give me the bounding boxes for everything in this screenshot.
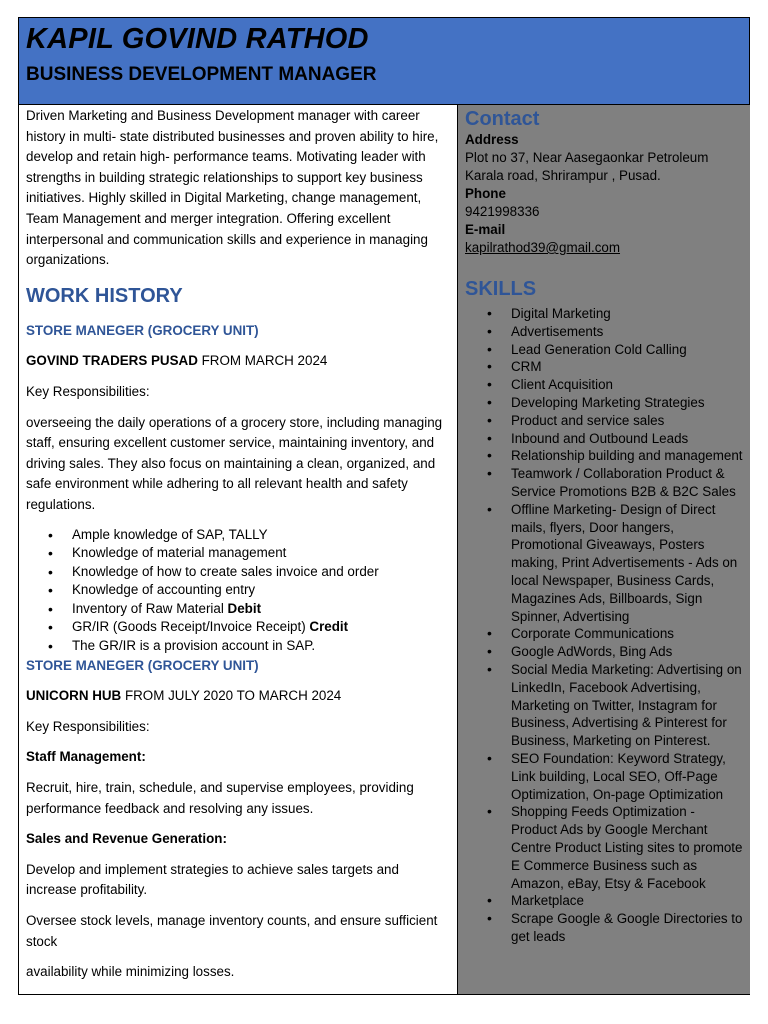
job1-title: STORE MANEGER (GROCERY UNIT) <box>26 322 259 338</box>
profile-summary: Driven Marketing and Business Development manager with career history in multi- state distributed businesses and proven ability to hire, develop and retain high- performance teams. Motivating leader with strengths in building strategic relationships to support key business initiatives. Highly skilled in Digital Marketing, change management, Team Management and merger integration. Offering excellent interpersonal and communication skills and experience in managing organizations. <box>26 108 439 268</box>
skills-list <box>465 305 744 946</box>
list-item: • Corporate Communications <box>465 625 744 643</box>
resume-header <box>19 18 749 105</box>
job1-description: overseeing the daily operations of a grocery store, including managing staff, ensuring excellent customer service, maintaining inventory, and driving sales. They also focus on maintaining a clean, organized, and safe environment while adhering to all relevant health and safety regulations. <box>26 414 443 512</box>
address-line-1: Plot no 37, Near Aasegaonkar Petroleum <box>465 150 709 165</box>
list-item: • Teamwork / Collaboration Product & Service Promotions B2B & B2C Sales <box>465 465 744 501</box>
candidate-role: BUSINESS DEVELOPMENT MANAGER <box>26 64 377 85</box>
list-item <box>26 600 451 619</box>
sales-revenue-label <box>26 829 451 850</box>
raw-material-text: Inventory of Raw Material <box>72 600 228 616</box>
job1-resp-label: Key Responsibilities: <box>26 383 150 399</box>
job2-company-line <box>26 686 451 707</box>
credit-text: Credit <box>309 619 349 635</box>
phone-number: 9421998336 <box>465 204 540 219</box>
list-item: • Google AdWords, Bing Ads <box>465 643 744 661</box>
resume-page <box>18 17 750 995</box>
debit-text: Debit <box>227 600 262 616</box>
list-item: • Inbound and Outbound Leads <box>465 430 744 448</box>
job2-period: FROM JULY 2020 TO MARCH 2024 <box>121 688 342 704</box>
address-line-2: Karala road, Shrirampur , Pusad. <box>465 168 661 183</box>
availability-text: availability while minimizing losses. <box>26 964 235 980</box>
list-item: • Lead Generation Cold Calling <box>465 341 744 359</box>
list-item: • Knowledge of material management <box>26 544 451 563</box>
address-label: Address <box>465 132 519 147</box>
job1-period: FROM MARCH 2024 <box>197 353 328 369</box>
stock-text: Oversee stock levels, manage inventory counts, and ensure sufficient stock <box>26 913 438 949</box>
list-item: • Advertisements <box>465 323 744 341</box>
list-item: • Social Media Marketing: Advertising on LinkedIn, Facebook Advertising, Marketing on Twitter, Instagram for Business, Advertising & Pinterest for Business, Marketing on Pinterest. <box>465 661 744 750</box>
email-link[interactable]: kapilrathod39@gmail.com <box>465 240 621 255</box>
job1-company: GOVIND TRADERS PUSAD <box>26 353 198 369</box>
staff-management-label <box>26 747 451 768</box>
grir-text: GR/IR (Goods Receipt/Invoice Receipt) <box>72 619 310 635</box>
list-item: • Knowledge of accounting entry <box>26 581 451 600</box>
list-item: • Ample knowledge of SAP, TALLY <box>26 526 451 545</box>
list-item: • CRM <box>465 358 744 376</box>
email-label: E-mail <box>465 222 506 237</box>
job1-company-line <box>26 351 451 372</box>
candidate-name: KAPIL GOVIND RATHOD <box>26 23 369 55</box>
list-item: • Marketplace <box>465 892 744 910</box>
list-item: • Digital Marketing <box>465 305 744 323</box>
staff-management-text: Recruit, hire, train, schedule, and supervise employees, providing performance feedback and resolving any issues. <box>26 780 414 816</box>
job2-company: UNICORN HUB <box>26 688 122 704</box>
list-item: • SEO Foundation: Keyword Strategy, Link building, Local SEO, Off-Page Optimization, On-page Optimization <box>465 750 744 803</box>
staff-management-heading: Staff Management: <box>26 749 146 765</box>
list-item: • Product and service sales <box>465 412 744 430</box>
skills-heading: SKILLS <box>465 278 537 300</box>
contact-heading: Contact <box>465 108 540 130</box>
job2-title: STORE MANEGER (GROCERY UNIT) <box>26 657 259 673</box>
sidebar-column <box>457 105 750 994</box>
sales-revenue-heading: Sales and Revenue Generation: <box>26 831 227 847</box>
main-column <box>19 105 457 994</box>
sales-revenue-text: Develop and implement strategies to achieve sales targets and increase profitability. <box>26 861 399 898</box>
list-item: • Relationship building and management <box>465 447 744 465</box>
list-item: • Developing Marketing Strategies <box>465 394 744 412</box>
job2-resp-label: Key Responsibilities: <box>26 718 150 734</box>
list-item <box>26 618 451 637</box>
list-item: • Offline Marketing- Design of Direct mails, flyers, Door hangers, Promotional Giveaways, Posters making, Print Advertisements - Ads on local Newspaper, Business Cards, Magazines Ads, Billboards, Sign Spinner, Advertising <box>465 501 744 626</box>
list-item: • The GR/IR is a provision account in SAP. <box>26 637 451 656</box>
list-item: • Scrape Google & Google Directories to get leads <box>465 910 744 946</box>
list-item: • Shopping Feeds Optimization - Product Ads by Google Merchant Centre Product Listing sites to promote E Commerce Business such as Amazon, eBay, Etsy & Facebook <box>465 803 744 892</box>
list-item: • Client Acquisition <box>465 376 744 394</box>
list-item: • Knowledge of how to create sales invoice and order <box>26 563 451 582</box>
phone-label: Phone <box>465 186 506 201</box>
work-history-heading: WORK HISTORY <box>26 284 183 307</box>
job1-bullets <box>26 526 451 656</box>
